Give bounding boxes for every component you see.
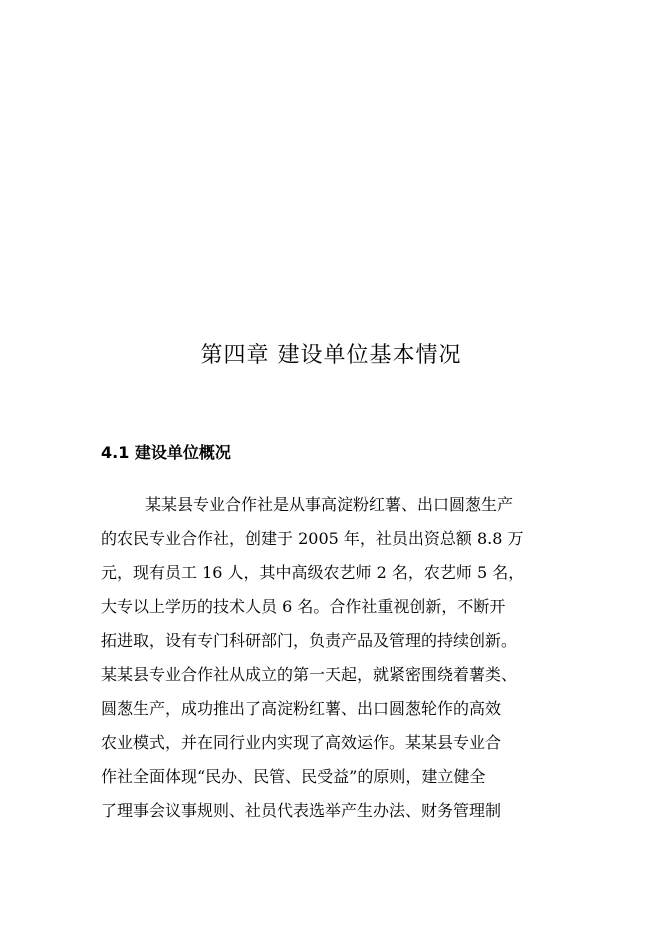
chapter-title: 第四章 建设单位基本情况 — [200, 343, 462, 368]
paragraph-line: 作社全面体现“民办、民管、民受益”的原则，建立健全 — [101, 767, 486, 786]
paragraph-line: 了理事会议事规则、社员代表选举产生办法、财务管理制 — [101, 801, 502, 820]
paragraph-line: 大专以上学历的技术人员 6 名。合作社重视创新，不断开 — [101, 597, 506, 616]
paragraph-line: 某某县专业合作社是从事高淀粉红薯、出口圆葱生产 — [145, 495, 514, 514]
paragraph-line: 拓进取，设有专门科研部门，负责产品及管理的持续创新。 — [101, 631, 518, 650]
paragraph-line: 某某县专业合作社从成立的第一天起，就紧密围绕着薯类、 — [101, 665, 518, 684]
paragraph-line: 农业模式，并在同行业内实现了高效运作。某某县专业合 — [101, 733, 502, 752]
body-paragraph — [101, 488, 551, 828]
section-heading: 4.1 建设单位概况 — [101, 443, 231, 462]
paragraph-line: 元，现有员工 16 人，其中高级农艺师 2 名，农艺师 5 名， — [101, 563, 525, 582]
paragraph-line: 的农民专业合作社，创建于 2005 年，社员出资总额 8.8 万 — [101, 529, 524, 548]
paragraph-line: 圆葱生产，成功推出了高淀粉红薯、出口圆葱轮作的高效 — [101, 699, 502, 718]
